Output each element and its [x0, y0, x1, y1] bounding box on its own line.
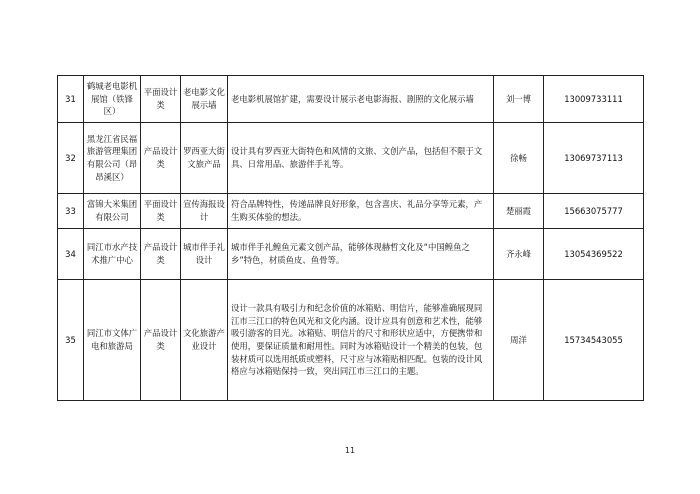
row-number: 35 — [58, 280, 84, 401]
requirement-text: 设计具有罗西亚大街特色和风情的文旅、文创产品，包括但不限于文具、日常用品、旅游伴手礼等。 — [228, 123, 494, 194]
row-number: 32 — [58, 123, 84, 194]
phone-number: 15663075777 — [544, 194, 644, 229]
contact-person: 楚丽霞 — [494, 194, 544, 229]
project-name: 文化旅游产业设计 — [181, 280, 228, 401]
requirement-text: 符合品牌特性，传递品牌良好形象，包含喜庆、礼品分享等元素，产生购买体验的想法。 — [228, 194, 494, 229]
requirement-text: 城市伴手礼鳇鱼元素文创产品，能够体现赫哲文化及“中国鳇鱼之乡”特色，材质鱼皮、鱼骨等。 — [228, 229, 494, 280]
requirement-text: 设计一款具有吸引力和纪念价值的冰箱贴、明信片，能够准确展现同江市三江口的特色风光和文化内涵。设计应具有创意和艺术性，能够吸引游客的目光。冰箱贴、明信片的尺寸和形状应适中，方便携带和使用，要保证质量和耐用性。同时为冰箱贴设计一个精美的包装，包装材质可以选用纸质或塑料，尺寸应与冰箱贴相匹配。包装的设计风格应与冰箱贴保持一致，突出同江市三江口的主题。 — [228, 280, 494, 401]
page-number: 11 — [344, 446, 356, 455]
design-type: 平面设计类 — [141, 76, 181, 123]
row-number: 31 — [58, 76, 84, 123]
table-row — [58, 229, 644, 280]
contact-person: 刘一博 — [494, 76, 544, 123]
row-number: 34 — [58, 229, 84, 280]
design-type: 产品设计类 — [141, 229, 181, 280]
project-name: 城市伴手礼设计 — [181, 229, 228, 280]
table-row — [58, 280, 644, 401]
requirement-text: 老电影机展馆扩建，需要设计展示老电影海报、剧照的文化展示墙 — [228, 76, 494, 123]
project-name: 宣传海报设计 — [181, 194, 228, 229]
design-type: 产品设计类 — [141, 280, 181, 401]
phone-number: 13054369522 — [544, 229, 644, 280]
table-row — [58, 194, 644, 229]
project-table — [57, 75, 644, 401]
project-name: 老电影文化展示墙 — [181, 76, 228, 123]
project-name: 罗西亚大街文旅产品 — [181, 123, 228, 194]
row-number: 33 — [58, 194, 84, 229]
contact-person: 齐永峰 — [494, 229, 544, 280]
unit-name: 同江市水产技术推广中心 — [84, 229, 141, 280]
phone-number: 13069737113 — [544, 123, 644, 194]
table-row — [58, 123, 644, 194]
contact-person: 徐畅 — [494, 123, 544, 194]
unit-name: 同江市文体广电和旅游局 — [84, 280, 141, 401]
design-type: 平面设计类 — [141, 194, 181, 229]
phone-number: 15734543055 — [544, 280, 644, 401]
design-type: 产品设计类 — [141, 123, 181, 194]
contact-person: 周洋 — [494, 280, 544, 401]
table-row — [58, 76, 644, 123]
unit-name: 富锦大米集团有限公司 — [84, 194, 141, 229]
phone-number: 13009733111 — [544, 76, 644, 123]
unit-name: 鹤城老电影机展馆（铁锋区） — [84, 76, 141, 123]
unit-name: 黑龙江省民福旅游管理集团有限公司（昂昂溪区） — [84, 123, 141, 194]
